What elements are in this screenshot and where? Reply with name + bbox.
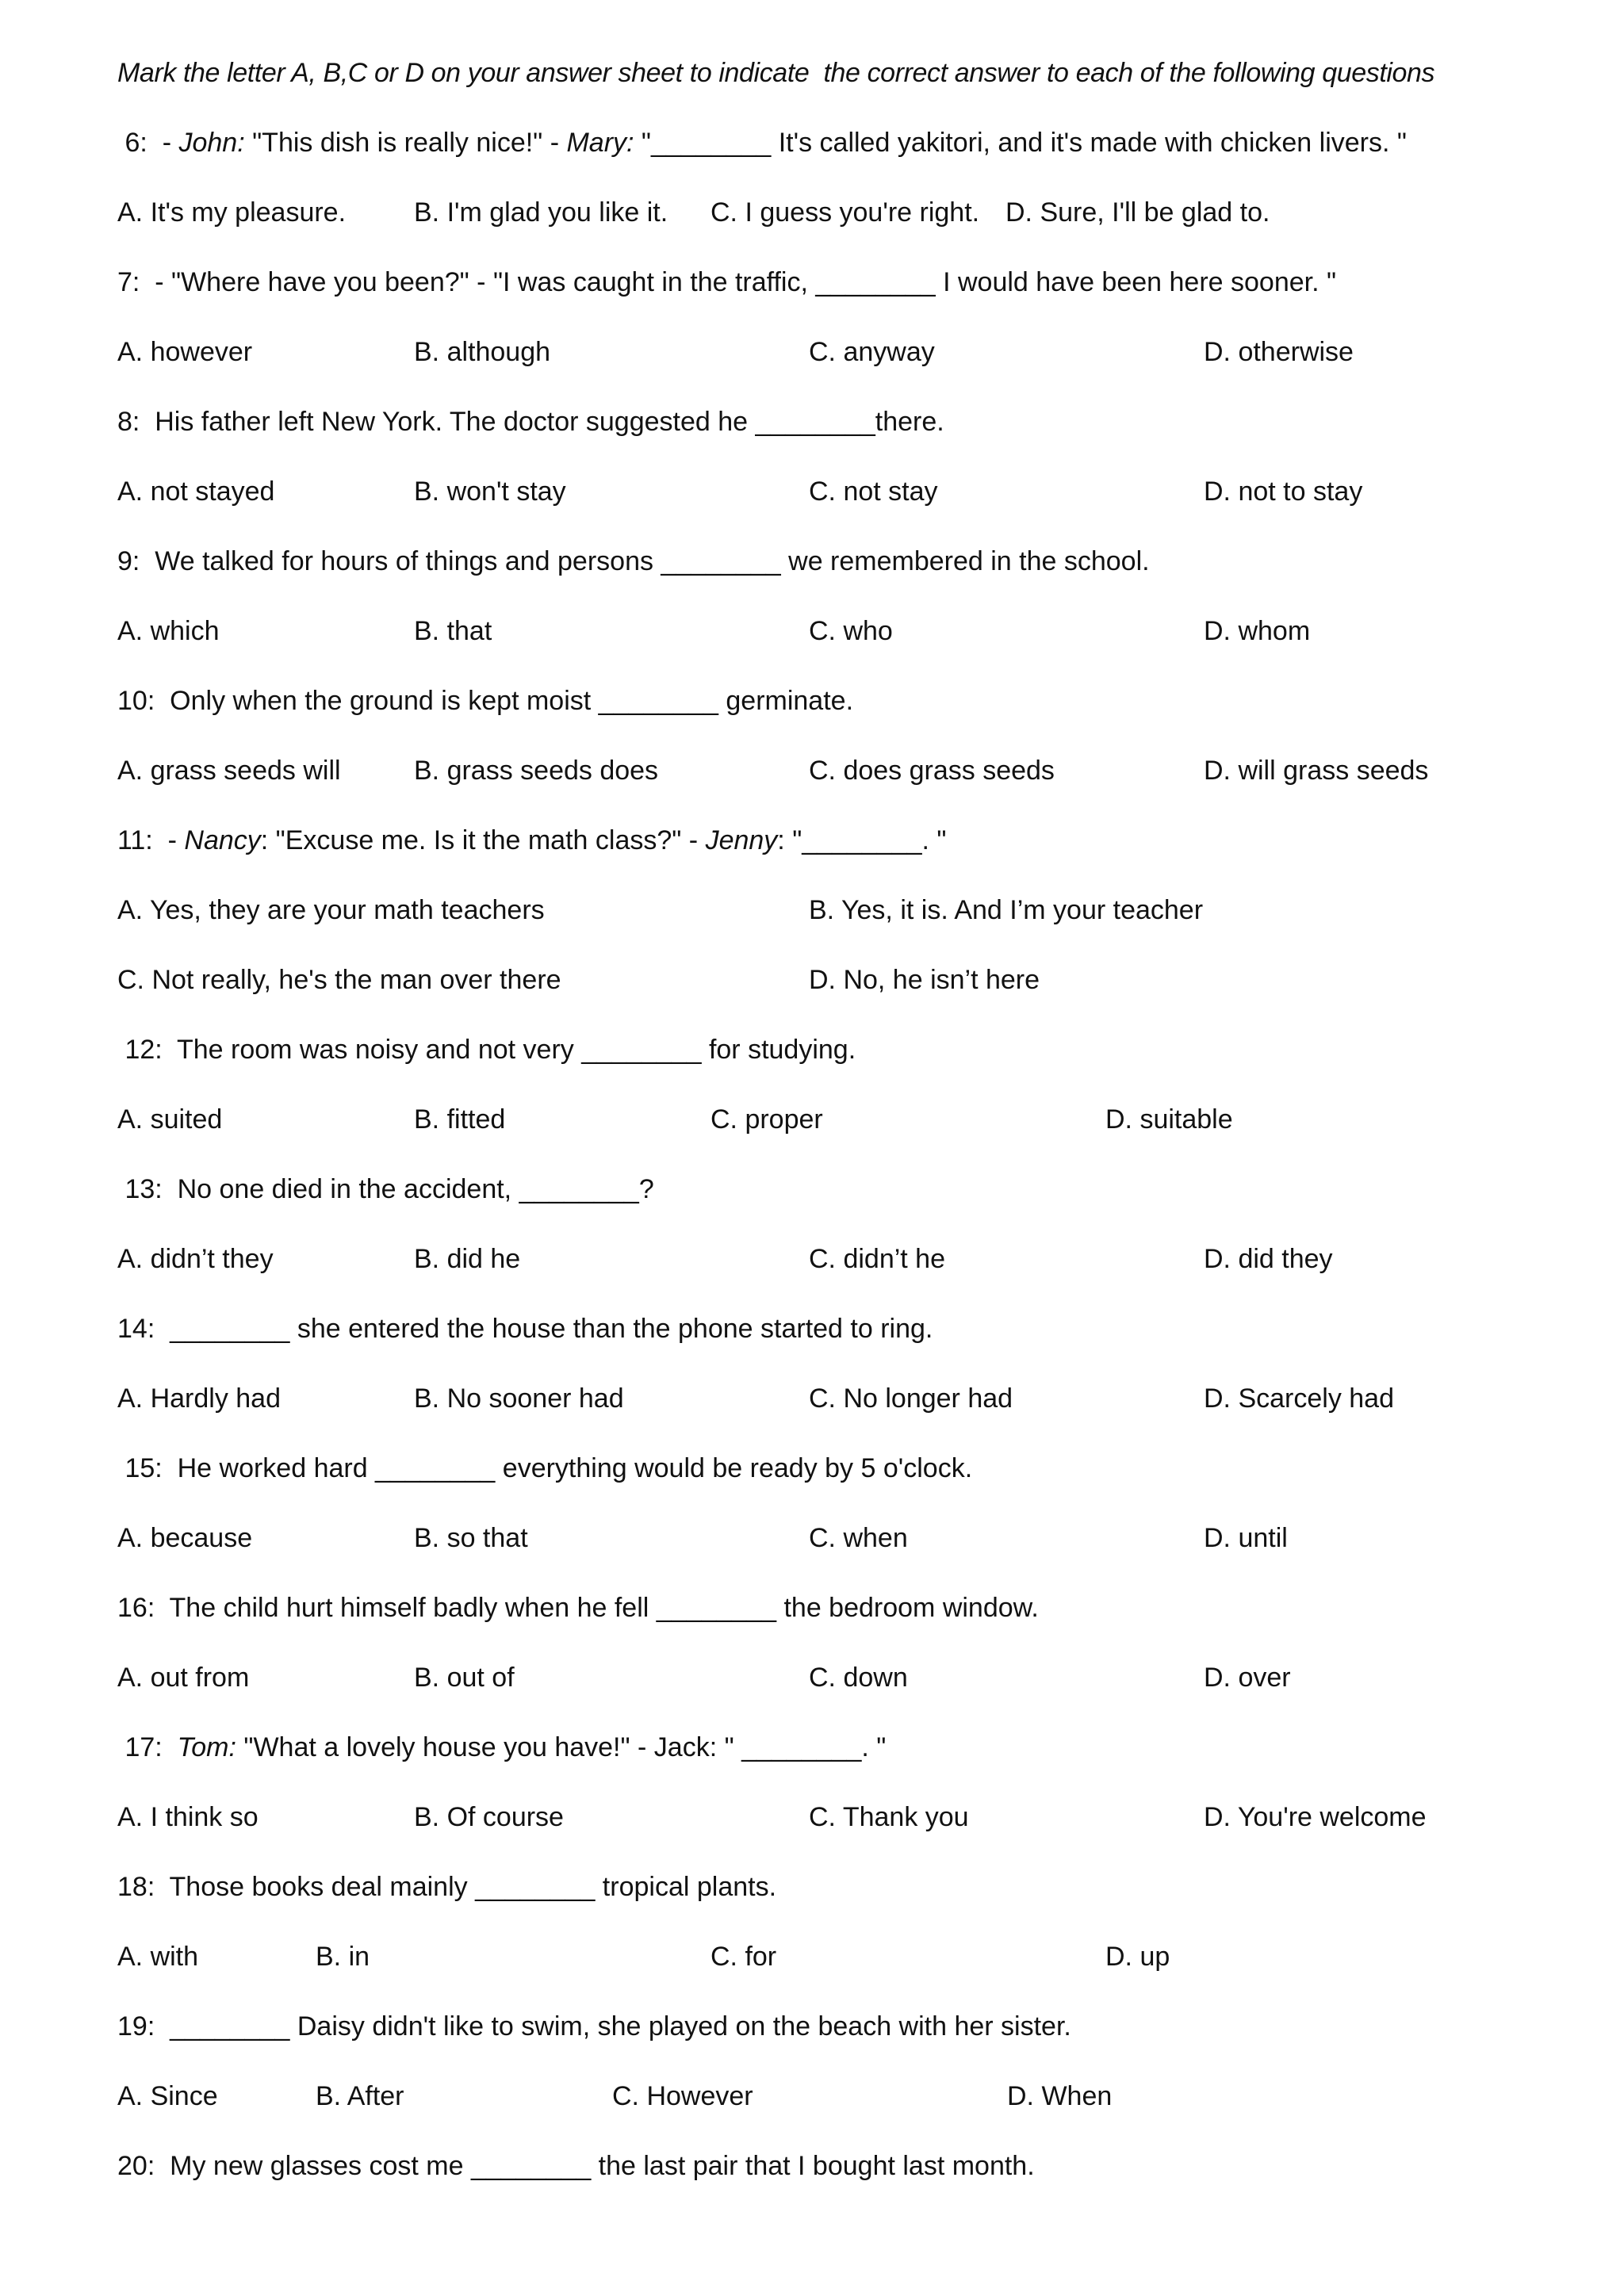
option-b[interactable]: B. fitted (414, 1104, 506, 1135)
option-d[interactable]: D. suitable (1105, 1104, 1233, 1135)
option-b[interactable]: B. No sooner had (414, 1383, 624, 1414)
question-15: 15: He worked hard ________ everything would be ready by 5 o'clock. (117, 1453, 973, 1483)
question-18: 18: Those books deal mainly ________ tropical plants. (117, 1872, 777, 1902)
option-a[interactable]: A. Since (117, 2081, 218, 2111)
option-a[interactable]: A. because (117, 1523, 253, 1553)
option-b[interactable]: B. so that (414, 1523, 528, 1553)
option-d[interactable]: D. did they (1204, 1244, 1333, 1274)
option-c[interactable]: C. I guess you're right. (710, 197, 980, 228)
option-d[interactable]: D. No, he isn’t here (809, 965, 1040, 995)
option-d[interactable]: D. When (1007, 2081, 1113, 2111)
question-13: 13: No one died in the accident, ________? (117, 1174, 654, 1204)
question-10: 10: Only when the ground is kept moist ________ germinate. (117, 686, 854, 716)
option-a[interactable]: A. out from (117, 1663, 250, 1693)
option-a[interactable]: A. I think so (117, 1802, 259, 1832)
option-b[interactable]: B. out of (414, 1663, 515, 1693)
option-c[interactable]: C. No longer had (809, 1383, 1013, 1414)
option-a[interactable]: A. which (117, 616, 220, 646)
option-a[interactable]: A. Hardly had (117, 1383, 281, 1414)
option-a[interactable]: A. It's my pleasure. (117, 197, 347, 228)
option-b[interactable]: B. Yes, it is. And I’m your teacher (809, 895, 1204, 925)
option-a[interactable]: A. Yes, they are your math teachers (117, 895, 545, 925)
option-b[interactable]: B. Of course (414, 1802, 564, 1832)
option-d[interactable]: D. Scarcely had (1204, 1383, 1394, 1414)
question-17: 17: Tom: "What a lovely house you have!" - Jack: " ________. " (117, 1732, 887, 1762)
question-11: 11: - Nancy: "Excuse me. Is it the math class?" - Jenny: "________. " (117, 825, 947, 855)
question-7: 7: - "Where have you been?" - "I was caught in the traffic, ________ I would have been here sooner. " (117, 267, 1337, 297)
option-c[interactable]: C. didn’t he (809, 1244, 945, 1274)
option-b[interactable]: B. After (316, 2081, 404, 2111)
option-c[interactable]: C. anyway (809, 337, 935, 367)
instruction: Mark the letter A, B,C or D on your answer sheet to indicate the correct answer to each of the following questions (117, 58, 1435, 88)
option-d[interactable]: D. will grass seeds (1204, 756, 1429, 786)
option-a[interactable]: A. not stayed (117, 476, 275, 507)
option-c[interactable]: C. proper (710, 1104, 823, 1135)
option-c[interactable]: C. who (809, 616, 893, 646)
option-c[interactable]: C. for (710, 1942, 777, 1972)
option-c[interactable]: C. down (809, 1663, 908, 1693)
option-b[interactable]: B. grass seeds does (414, 756, 659, 786)
question-19: 19: ________ Daisy didn't like to swim, she played on the beach with her sister. (117, 2011, 1071, 2042)
option-d[interactable]: D. not to stay (1204, 476, 1363, 507)
option-a[interactable]: A. however (117, 337, 253, 367)
option-c[interactable]: C. when (809, 1523, 908, 1553)
option-a[interactable]: A. with (117, 1942, 199, 1972)
option-c[interactable]: C. not stay (809, 476, 938, 507)
option-d[interactable]: D. whom (1204, 616, 1311, 646)
question-8: 8: His father left New York. The doctor suggested he ________there. (117, 407, 944, 437)
option-c[interactable]: C. Thank you (809, 1802, 969, 1832)
option-d[interactable]: D. otherwise (1204, 337, 1354, 367)
option-c[interactable]: C. Not really, he's the man over there (117, 965, 561, 995)
option-b[interactable]: B. in (316, 1942, 370, 1972)
question-14: 14: ________ she entered the house than the phone started to ring. (117, 1314, 933, 1344)
option-a[interactable]: A. grass seeds will (117, 756, 341, 786)
option-d[interactable]: D. You're welcome (1204, 1802, 1427, 1832)
question-16: 16: The child hurt himself badly when he fell ________ the bedroom window. (117, 1593, 1039, 1623)
option-c[interactable]: C. does grass seeds (809, 756, 1055, 786)
option-d[interactable]: D. Sure, I'll be glad to. (1005, 197, 1270, 228)
question-20: 20: My new glasses cost me ________ the last pair that I bought last month. (117, 2151, 1035, 2181)
option-b[interactable]: B. I'm glad you like it. (414, 197, 668, 228)
question-12: 12: The room was noisy and not very ________ for studying. (117, 1035, 856, 1065)
question-6: 6: - John: "This dish is really nice!" - Mary: "________ It's called yakitori, and it's made with chicken livers. " (117, 128, 1407, 158)
option-a[interactable]: A. suited (117, 1104, 223, 1135)
option-b[interactable]: B. although (414, 337, 551, 367)
option-b[interactable]: B. did he (414, 1244, 521, 1274)
option-d[interactable]: D. up (1105, 1942, 1170, 1972)
question-9: 9: We talked for hours of things and persons ________ we remembered in the school. (117, 546, 1150, 576)
option-a[interactable]: A. didn’t they (117, 1244, 274, 1274)
option-b[interactable]: B. won't stay (414, 476, 566, 507)
option-d[interactable]: D. until (1204, 1523, 1288, 1553)
option-d[interactable]: D. over (1204, 1663, 1291, 1693)
option-b[interactable]: B. that (414, 616, 492, 646)
option-c[interactable]: C. However (612, 2081, 753, 2111)
